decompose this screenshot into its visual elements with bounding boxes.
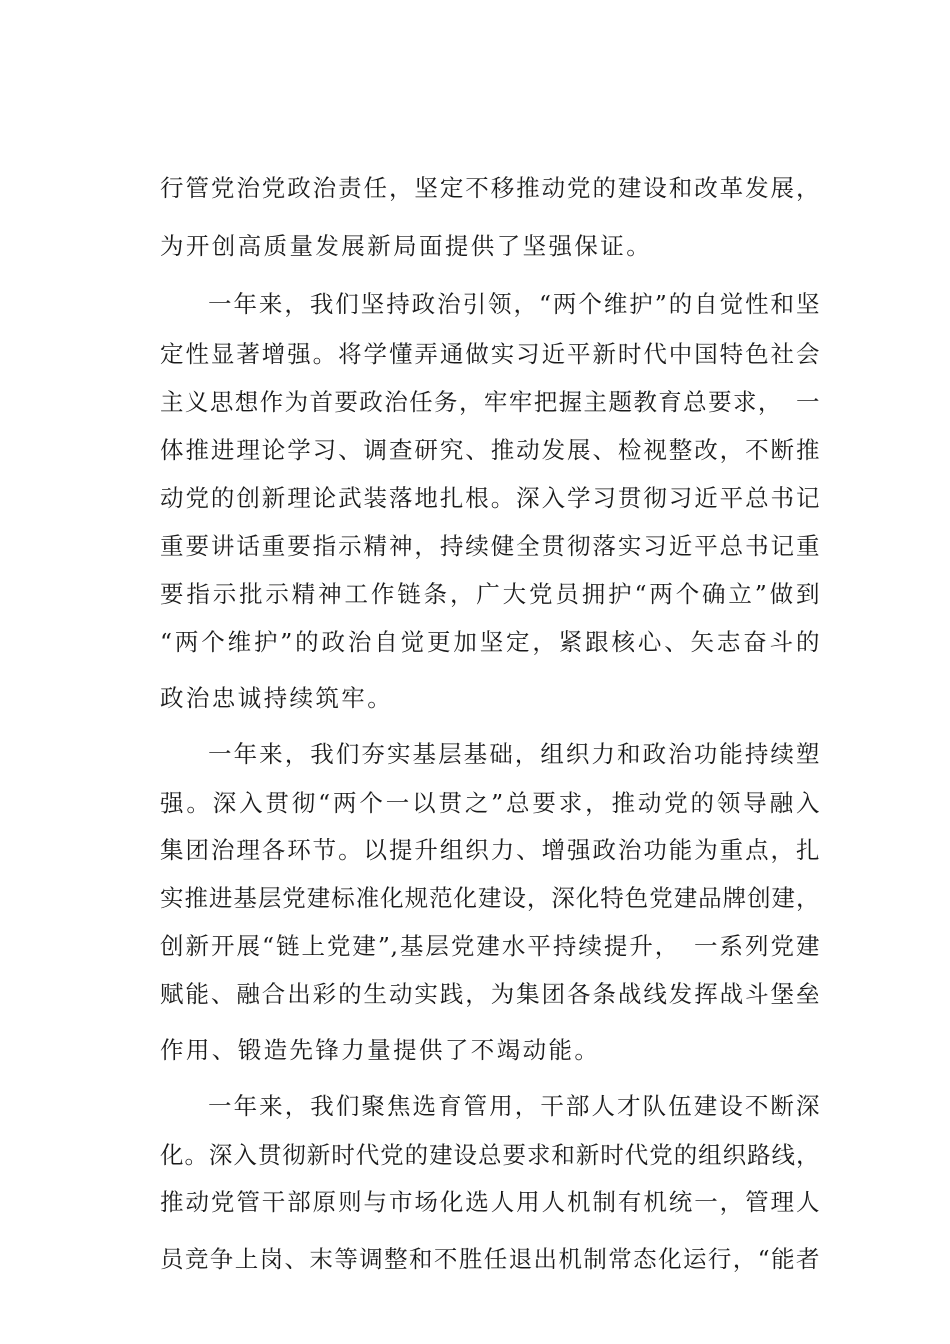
text-line: 推动党管干部原则与市场化选人用人机制有机统一，管理人	[160, 1188, 820, 1216]
paragraph-start-line: 一年来，我们夯实基层基础，组织力和政治功能持续塑	[208, 740, 820, 768]
text-line: 政治忠诚持续筑牢。	[160, 684, 394, 712]
text-line: 员竞争上岗、末等调整和不胜任退出机制常态化运行，“能者	[160, 1245, 820, 1273]
text-line: 动党的创新理论武装落地扎根。深入学习贯彻习近平总书记	[160, 484, 820, 512]
text-line: 要指示批示精神工作链条，广大党员拥护“两个确立”做到	[160, 580, 820, 608]
text-line: 行管党治党政治责任，坚定不移推动党的建设和改革发展，	[160, 174, 820, 202]
paragraph-start-line: 一年来，我们聚焦选育管用，干部人才队伍建设不断深	[208, 1092, 820, 1120]
text-line: 创新开展“链上党建”,基层党建水平持续提升， 一系列党建	[160, 932, 820, 960]
text-line: 实推进基层党建标准化规范化建设，深化特色党建品牌创建，	[160, 884, 820, 912]
text-line: 重要讲话重要指示精神，持续健全贯彻落实习近平总书记重	[160, 532, 820, 560]
text-line: “两个维护”的政治自觉更加坚定，紧跟核心、矢志奋斗的	[160, 628, 820, 656]
paragraph-start-line: 一年来，我们坚持政治引领，“两个维护”的自觉性和坚	[208, 290, 820, 318]
text-line: 作用、锻造先锋力量提供了不竭动能。	[160, 1036, 601, 1064]
text-line: 赋能、融合出彩的生动实践，为集团各条战线发挥战斗堡垒	[160, 980, 820, 1008]
text-line: 化。深入贯彻新时代党的建设总要求和新时代党的组织路线，	[160, 1141, 820, 1169]
text-line: 体推进理论学习、调查研究、推动发展、检视整改，不断推	[160, 436, 820, 464]
text-line: 为开创高质量发展新局面提供了坚强保证。	[160, 232, 653, 260]
text-line: 集团治理各环节。以提升组织力、增强政治功能为重点，扎	[160, 836, 820, 864]
text-line: 主义思想作为首要政治任务，牢牢把握主题教育总要求， 一	[160, 388, 820, 416]
text-line: 强。深入贯彻“两个一以贯之”总要求，推动党的领导融入	[160, 789, 820, 817]
text-line: 定性显著增强。将学懂弄通做实习近平新时代中国特色社会	[160, 340, 820, 368]
